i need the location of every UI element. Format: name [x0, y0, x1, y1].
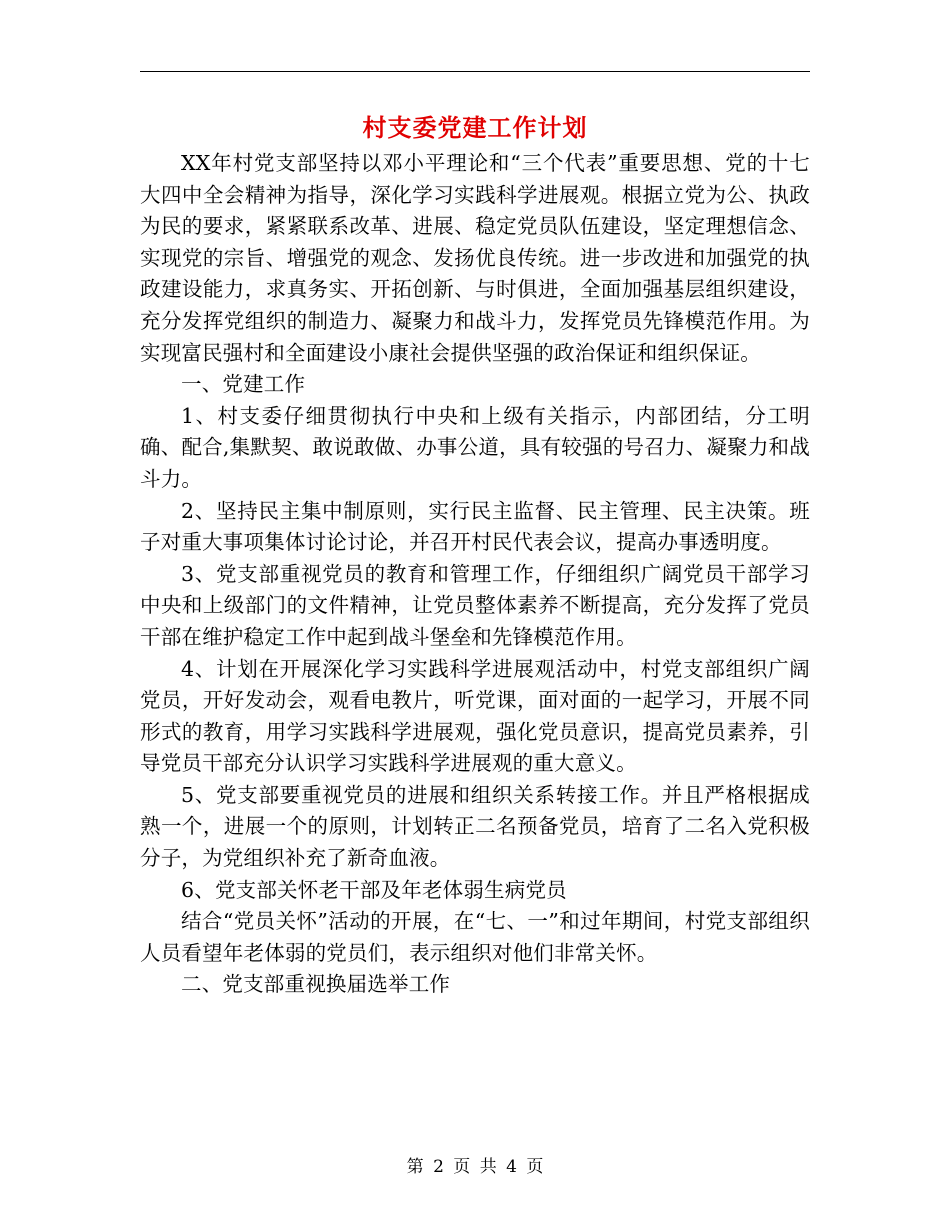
header-rule: [140, 71, 810, 72]
item-paragraph-2: 2、坚持民主集中制原则，实行民主监督、民主管理、民主决策。班子对重大事项集体讨论讨论，并召开村民代表会议，提高办事透明度。: [140, 498, 810, 555]
document-title: 村支委党建工作计划: [362, 113, 588, 142]
item-paragraph-1: 1、村支委仔细贯彻执行中央和上级有关指示，内部团结，分工明确、配合,集默契、敢说敢做、办事公道，具有较强的号召力、凝聚力和战斗力。: [140, 403, 810, 491]
item-paragraph-6: 6、党支部关怀老干部及年老体弱生病党员: [181, 877, 567, 902]
page-number-footer: 第 2 页 共 4 页: [406, 1157, 544, 1177]
intro-paragraph: XX年村党支部坚持以邓小平理论和“三个代表”重要思想、党的十七大四中全会精神为指导，深化学习实践科学进展观。根据立党为公、执政为民的要求，紧紧联系改革、进展、稳定党员队伍建设，坚定理想信念、实现党的宗旨、增强党的观念、发扬优良传统。进一步改进和加强党的执政建设能力，求真务实、开拓创新、与时俱进，全面加强基层组织建设，充分发挥党组织的制造力、凝聚力和战斗力，发挥党员先锋模范作用。为实现富民强村和全面建设小康社会提供坚强的政治保证和组织保证。: [140, 151, 810, 365]
section-heading-election: 二、党支部重视换届选举工作: [181, 972, 451, 997]
item-paragraph-4: 4、计划在开展深化学习实践科学进展观活动中，村党支部组织广阔党员，开好发动会，观看电教片，听党课，面对面的一起学习，开展不同形式的教育，用学习实践科学进展观，强化党员意识，提高党员素养，引导党员干部充分认识学习实践科学进展观的重大意义。: [140, 656, 810, 776]
item-paragraph-3: 3、党支部重视党员的教育和管理工作，仔细组织广阔党员干部学习中央和上级部门的文件精神，让党员整体素养不断提高，充分发挥了党员干部在维护稳定工作中起到战斗堡垒和先锋模范作用。: [140, 561, 810, 649]
document-body: [140, 148, 810, 1001]
item-paragraph-5: 5、党支部要重视党员的进展和组织关系转接工作。并且严格根据成熟一个，进展一个的原则，计划转正二名预备党员，培育了二名入党积极分子，为党组织补充了新奇血液。: [140, 782, 810, 871]
section-heading-party-building: 一、党建工作: [181, 372, 306, 397]
care-activity-paragraph: 结合“党员关怀”活动的开展，在“七、一”和过年期间，村党支部组织人员看望年老体弱的党员们，表示组织对他们非常关怀。: [140, 909, 810, 965]
